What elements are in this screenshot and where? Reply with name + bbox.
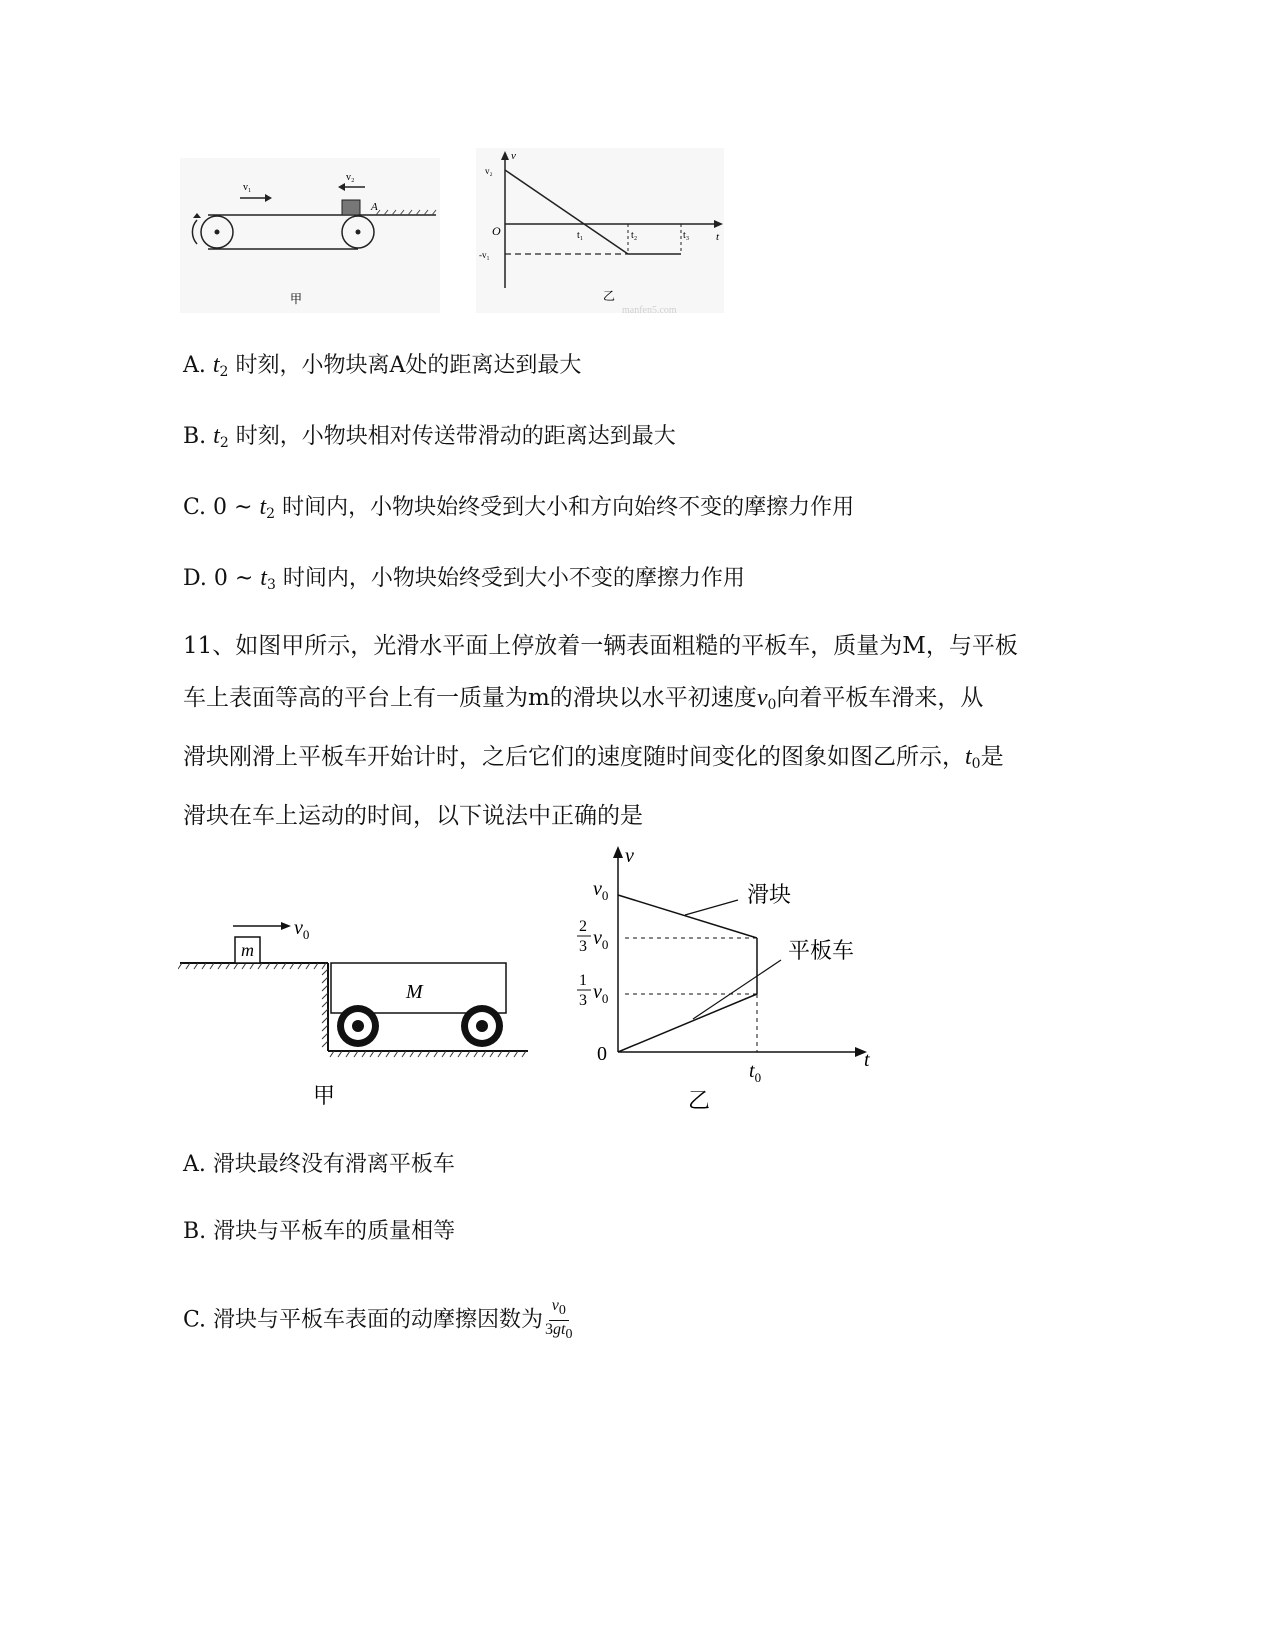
fig1-right-caption: 乙	[603, 289, 616, 303]
fig2-left-caption: 甲	[313, 1083, 336, 1108]
q10-option-d: D. 0 ~ $t_3$ 时间内，小物块始终受到大小不变的摩擦力作用	[183, 565, 745, 593]
right-wheel	[461, 1005, 503, 1047]
one-third-v0-tick-label	[577, 972, 608, 1009]
t2-label: t₂	[631, 230, 638, 241]
q11-line-3: 滑块刚滑上平板车开始计时，之后它们的速度随时间变化的图象如图乙所示，$t_0$是	[183, 744, 1004, 772]
belt-vt-graph	[476, 148, 736, 318]
belt-v1-label: v₁	[243, 182, 252, 193]
q11-line-4: 滑块在车上运动的时间，以下说法中正确的是	[183, 803, 643, 829]
cart-velocity-line	[618, 994, 757, 1052]
v0-tick-label: $v_0$	[593, 878, 609, 903]
two-thirds-v0-tick-label	[577, 918, 608, 955]
t-axis-label: t	[716, 231, 720, 243]
friction-fraction: $\frac{v_0}{3gt_0}$	[545, 1297, 573, 1342]
origin-label: O	[492, 224, 501, 238]
slider-velocity-line	[618, 895, 757, 938]
fig2-right-caption: 乙	[688, 1088, 711, 1113]
q11-option-a: A. 滑块最终没有滑离平板车	[183, 1152, 455, 1177]
figure-background	[180, 158, 440, 313]
fig1-left-caption: 甲	[290, 292, 303, 306]
q11-option-b: B. 滑块与平板车的质量相等	[183, 1219, 456, 1244]
left-wheel	[337, 1005, 379, 1047]
cart-pointer	[693, 960, 781, 1019]
block-v2-label: v₂	[346, 172, 355, 183]
arrow-v0-label: $v_0$	[294, 917, 310, 942]
origin-label: 0	[597, 1043, 607, 1065]
q10-option-c: C. 0 ~ $t_2$ 时间内，小物块始终受到大小和方向始终不变的摩擦力作用	[183, 494, 855, 522]
cart-m-label: M	[406, 981, 423, 1003]
q10-option-b: B. $t_2$ 时刻，小物块相对传送带滑动的距离达到最大	[183, 423, 676, 451]
q11-stem	[183, 620, 1083, 842]
slider-vt-graph	[575, 838, 885, 1123]
svg-text:v0: $v_0$	[593, 927, 609, 952]
t-axis-label: t	[864, 1049, 870, 1071]
svg-text:v0: $v_0$	[593, 981, 609, 1006]
slider-pointer	[685, 900, 738, 915]
watermark: manfen5.com	[622, 305, 677, 316]
t3-label: t₃	[683, 230, 690, 241]
v-axis-label: v	[625, 845, 634, 867]
svg-text:3: 3	[579, 992, 587, 1009]
svg-text:2: 2	[579, 918, 587, 935]
svg-text:3: 3	[579, 938, 587, 955]
q11-option-c: C. 滑块与平板车表面的动摩擦因数为 $\frac{v_0}{3gt_0}$	[183, 1297, 573, 1342]
q10-option-a: A. $t_2$ 时刻，小物块离A处的距离达到最大	[183, 352, 582, 380]
block	[342, 200, 360, 215]
t0-tick-label: $t_0$	[749, 1060, 762, 1085]
q11-line-1: 11、如图甲所示，光滑水平面上停放着一辆表面粗糙的平板车，质量为M，与平板	[183, 633, 1018, 659]
neg-v1-tick-label: -v₁	[479, 250, 490, 260]
block-m-label: m	[241, 940, 254, 960]
v-axis-label: v	[511, 150, 516, 162]
slider-curve-label: 滑块	[747, 882, 792, 907]
point-a-label: A	[371, 201, 378, 213]
q11-line-2: 车上表面等高的平台上有一质量为m的滑块以水平初速度$v_0$向着平板车滑来，从	[183, 685, 984, 713]
v2-tick-label: v₂	[485, 166, 493, 176]
cart-figure	[178, 905, 538, 1115]
conveyor-belt-figure	[180, 158, 440, 313]
t1-label: t₁	[577, 230, 584, 241]
svg-text:1: 1	[579, 972, 587, 989]
cart-curve-label: 平板车	[788, 938, 855, 963]
